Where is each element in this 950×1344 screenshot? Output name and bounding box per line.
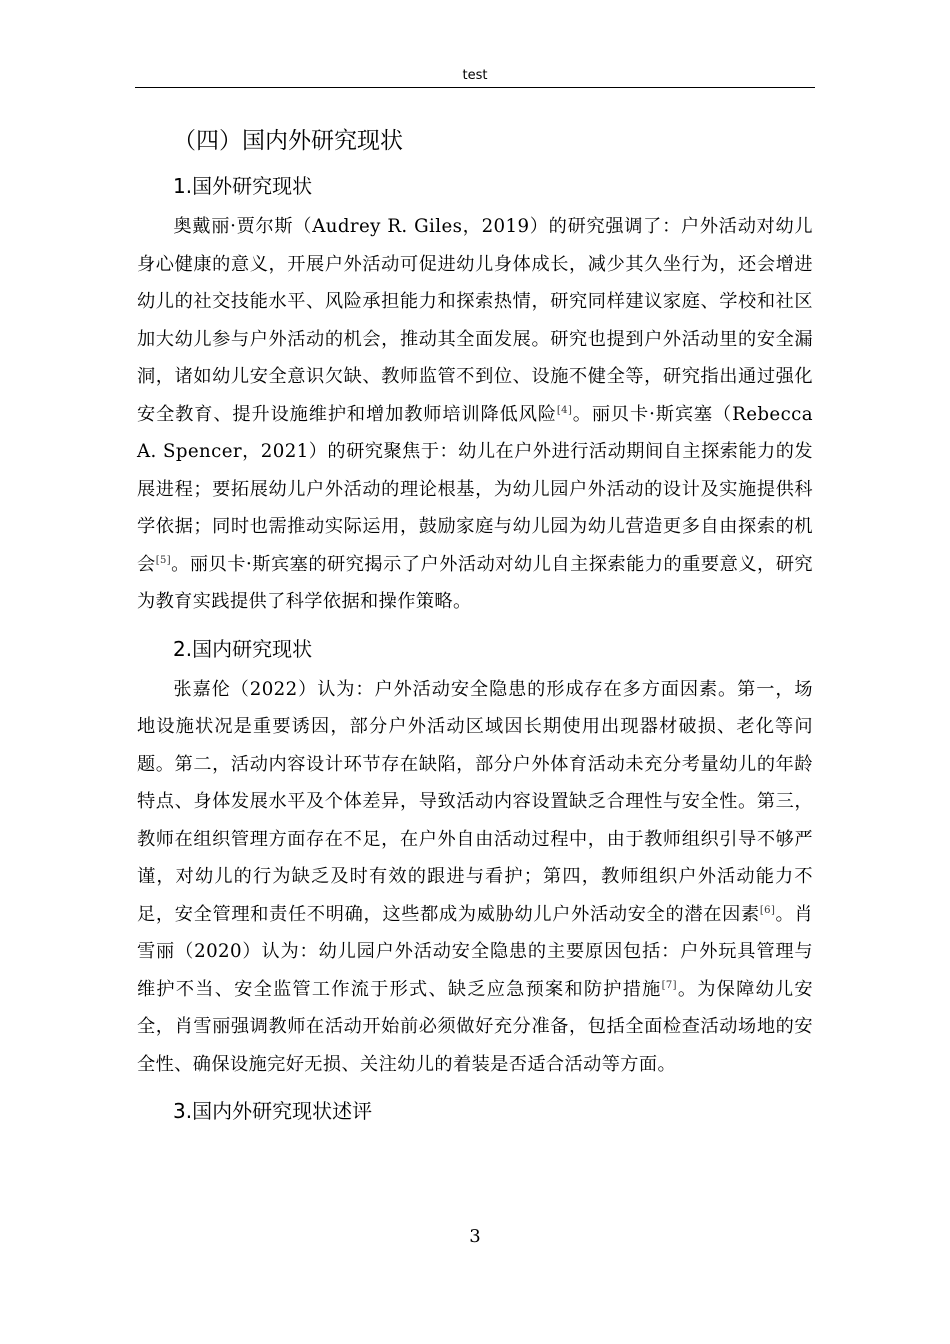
text-run: 。丽贝卡·斯宾塞（Rebecca A. Spencer，2021）的研究聚焦于：幼儿在户外进行活动期间自主探索能力的发展进程；要拓展幼儿户外活动的理论根基，为幼儿园户外活动的设计及实施提供科学依据；同时也需推动实际运用，鼓励家庭与幼儿园为幼儿营造更多自由探索的机会 bbox=[137, 403, 813, 575]
subsection-heading-foreign: 1.国外研究现状 bbox=[173, 174, 313, 198]
page-body bbox=[137, 118, 813, 1131]
text-run: 张嘉伦（2022）认为：户外活动安全隐患的形成存在多方面因素。第一，场地设施状况是重要诱因，部分户外活动区域因长期使用出现器材破损、老化等问题。第二，活动内容设计环节存在缺陷，部分户外体育活动未充分考量幼儿的年龄特点、身体发展水平及个体差异，导致活动内容设置缺乏合理性与安全性。第三，教师在组织管理方面存在不足，在户外自由活动过程中，由于教师组织引导不够严谨，对幼儿的行为缺乏及时有效的跟进与看护；第四，教师组织户外活动能力不足，安全管理和责任不明确，这些都成为威胁幼儿户外活动安全的潜在因素 bbox=[137, 678, 813, 925]
subsection-heading-domestic: 2.国内研究现状 bbox=[173, 636, 313, 661]
paragraph-domestic-research bbox=[137, 671, 813, 1084]
text-run: 。丽贝卡·斯宾塞的研究揭示了户外活动对幼儿自主探索能力的重要意义，研究为教育实践提供了科学依据和操作策略。 bbox=[137, 553, 813, 612]
header-divider bbox=[135, 87, 815, 88]
text-run: 奥戴丽·贾尔斯（Audrey R. Giles，2019）的研究强调了：户外活动对幼儿身心健康的意义，开展户外活动可促进幼儿身体成长，减少其久坐行为，还会增进幼儿的社交技能水平、风险承担能力和探索热情，研究同样建议家庭、学校和社区加大幼儿参与户外活动的机会，推动其全面发展。研究也提到户外活动里的安全漏洞，诸如幼儿安全意识欠缺、教师监管不到位、设施不健全等，研究指出通过强化安全教育、提升设施维护和增加教师培训降低风险 bbox=[137, 216, 813, 425]
citation-ref: [7] bbox=[661, 979, 677, 991]
citation-ref: [5] bbox=[155, 554, 172, 566]
subsection-heading-review: 3.国内外研究现状述评 bbox=[173, 1099, 373, 1123]
citation-ref: [4] bbox=[556, 404, 573, 416]
citation-ref: [6] bbox=[759, 904, 776, 916]
paragraph-foreign-research bbox=[137, 208, 813, 621]
section-heading: （四）国内外研究现状 bbox=[173, 128, 403, 154]
text-run: 。肖雪丽（2020）认为：幼儿园户外活动安全隐患的主要原因包括：户外玩具管理与维护不当、安全监管工作流于形式、缺乏应急预案和防护措施 bbox=[137, 903, 813, 1000]
text-run: 。为保障幼儿安全，肖雪丽强调教师在活动开始前必须做好充分准备，包括全面检查活动场地的安全性、确保设施完好无损、关注幼儿的着装是否适合活动等方面。 bbox=[137, 978, 813, 1075]
running-header: test bbox=[462, 68, 488, 83]
page-number: 3 bbox=[469, 1226, 481, 1247]
